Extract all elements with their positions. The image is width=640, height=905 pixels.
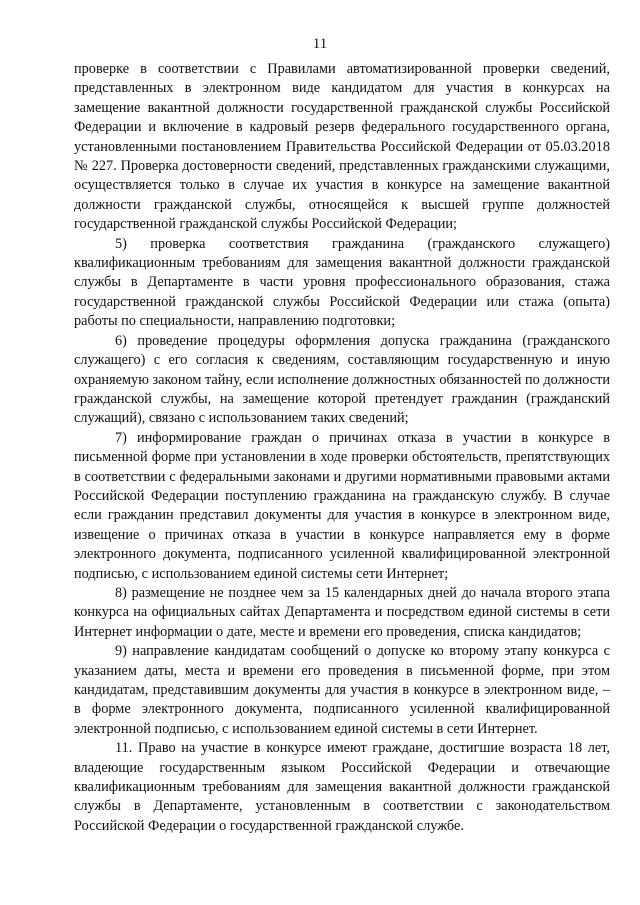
paragraph-item-5: 5) проверка соответствия гражданина (гражданского служащего) квалификационным требованиям для замещения вакантной должности гражданской службы в Департаменте в части уровня профессионального образования, стажа государственной гражданской службы Российской Федерации или стажа (опыта) работы по специальности, направлению подготовки;	[74, 235, 610, 330]
paragraph-item-8: 8) размещение не позднее чем за 15 календарных дней до начала второго этапа конкурса на официальных сайтах Департамента и посредством единой системы в сети Интернет информации о дате, месте и времени его проведения, списка кандидатов;	[74, 584, 610, 640]
document-body	[74, 60, 610, 836]
paragraph-item-6: 6) проведение процедуры оформления допуска гражданина (гражданского служащего) с его согласия к сведениям, составляющим государственную и иную охраняемую законом тайну, если исполнение должностных обязанностей по должности гражданской службы, на замещение которой претендует гражданин (гражданский служащий), связано с использованием таких сведений;	[74, 332, 610, 427]
paragraph-item-7: 7) информирование граждан о причинах отказа в участии в конкурсе в письменной форме при установлении в ходе проверки обстоятельств, препятствующих в соответствии с федеральными законами и другими нормативными правовыми актами Российской Федерации поступлению гражданина на гражданскую службу. В случае если гражданин представил документы для участия в конкурсе в электронном виде, извещение о причинах отказа в участии в конкурсе направляется ему в форме электронного документа, подписанного усиленной квалифицированной электронной подписью, с использованием единой системы сети Интернет;	[74, 429, 610, 582]
page-number: 11	[312, 36, 328, 52]
paragraph-section-11: 11. Право на участие в конкурсе имеют граждане, достигшие возраста 18 лет, владеющие государственным языком Российской Федерации и отвечающие квалификационным требованиям для замещения вакантной должности гражданской службы в Департаменте, установленным в соответствии с законодательством Российской Федерации о государственной гражданской службе.	[74, 740, 610, 834]
paragraph-item-9: 9) направление кандидатам сообщений о допуске ко второму этапу конкурса с указанием даты, места и времени его проведения в письменной форме, при этом кандидатам, представившим документы для участия в конкурсе в электронном виде, – в форме электронного документа, подписанного усиленной квалифицированной электронной подписью, с использованием единой системы в сети Интернет.	[74, 643, 610, 737]
paragraph-continuation: проверке в соответствии с Правилами автоматизированной проверки сведений, представленных в электронном виде кандидатом для участия в конкурсах на замещение вакантной должности государственной гражданской службы Российской Федерации и включение в кадровый резерв федерального государственного органа, установленными постановлением Правительства Российской Федерации от 05.03.2018 № 227. Проверка достоверности сведений, представленных гражданскими служащими, осуществляется только в случае их участия в конкурсе на замещение вакантной должности гражданской службы, относящейся к высшей группе должностей государственной гражданской службы Российской Федерации;	[74, 61, 610, 233]
